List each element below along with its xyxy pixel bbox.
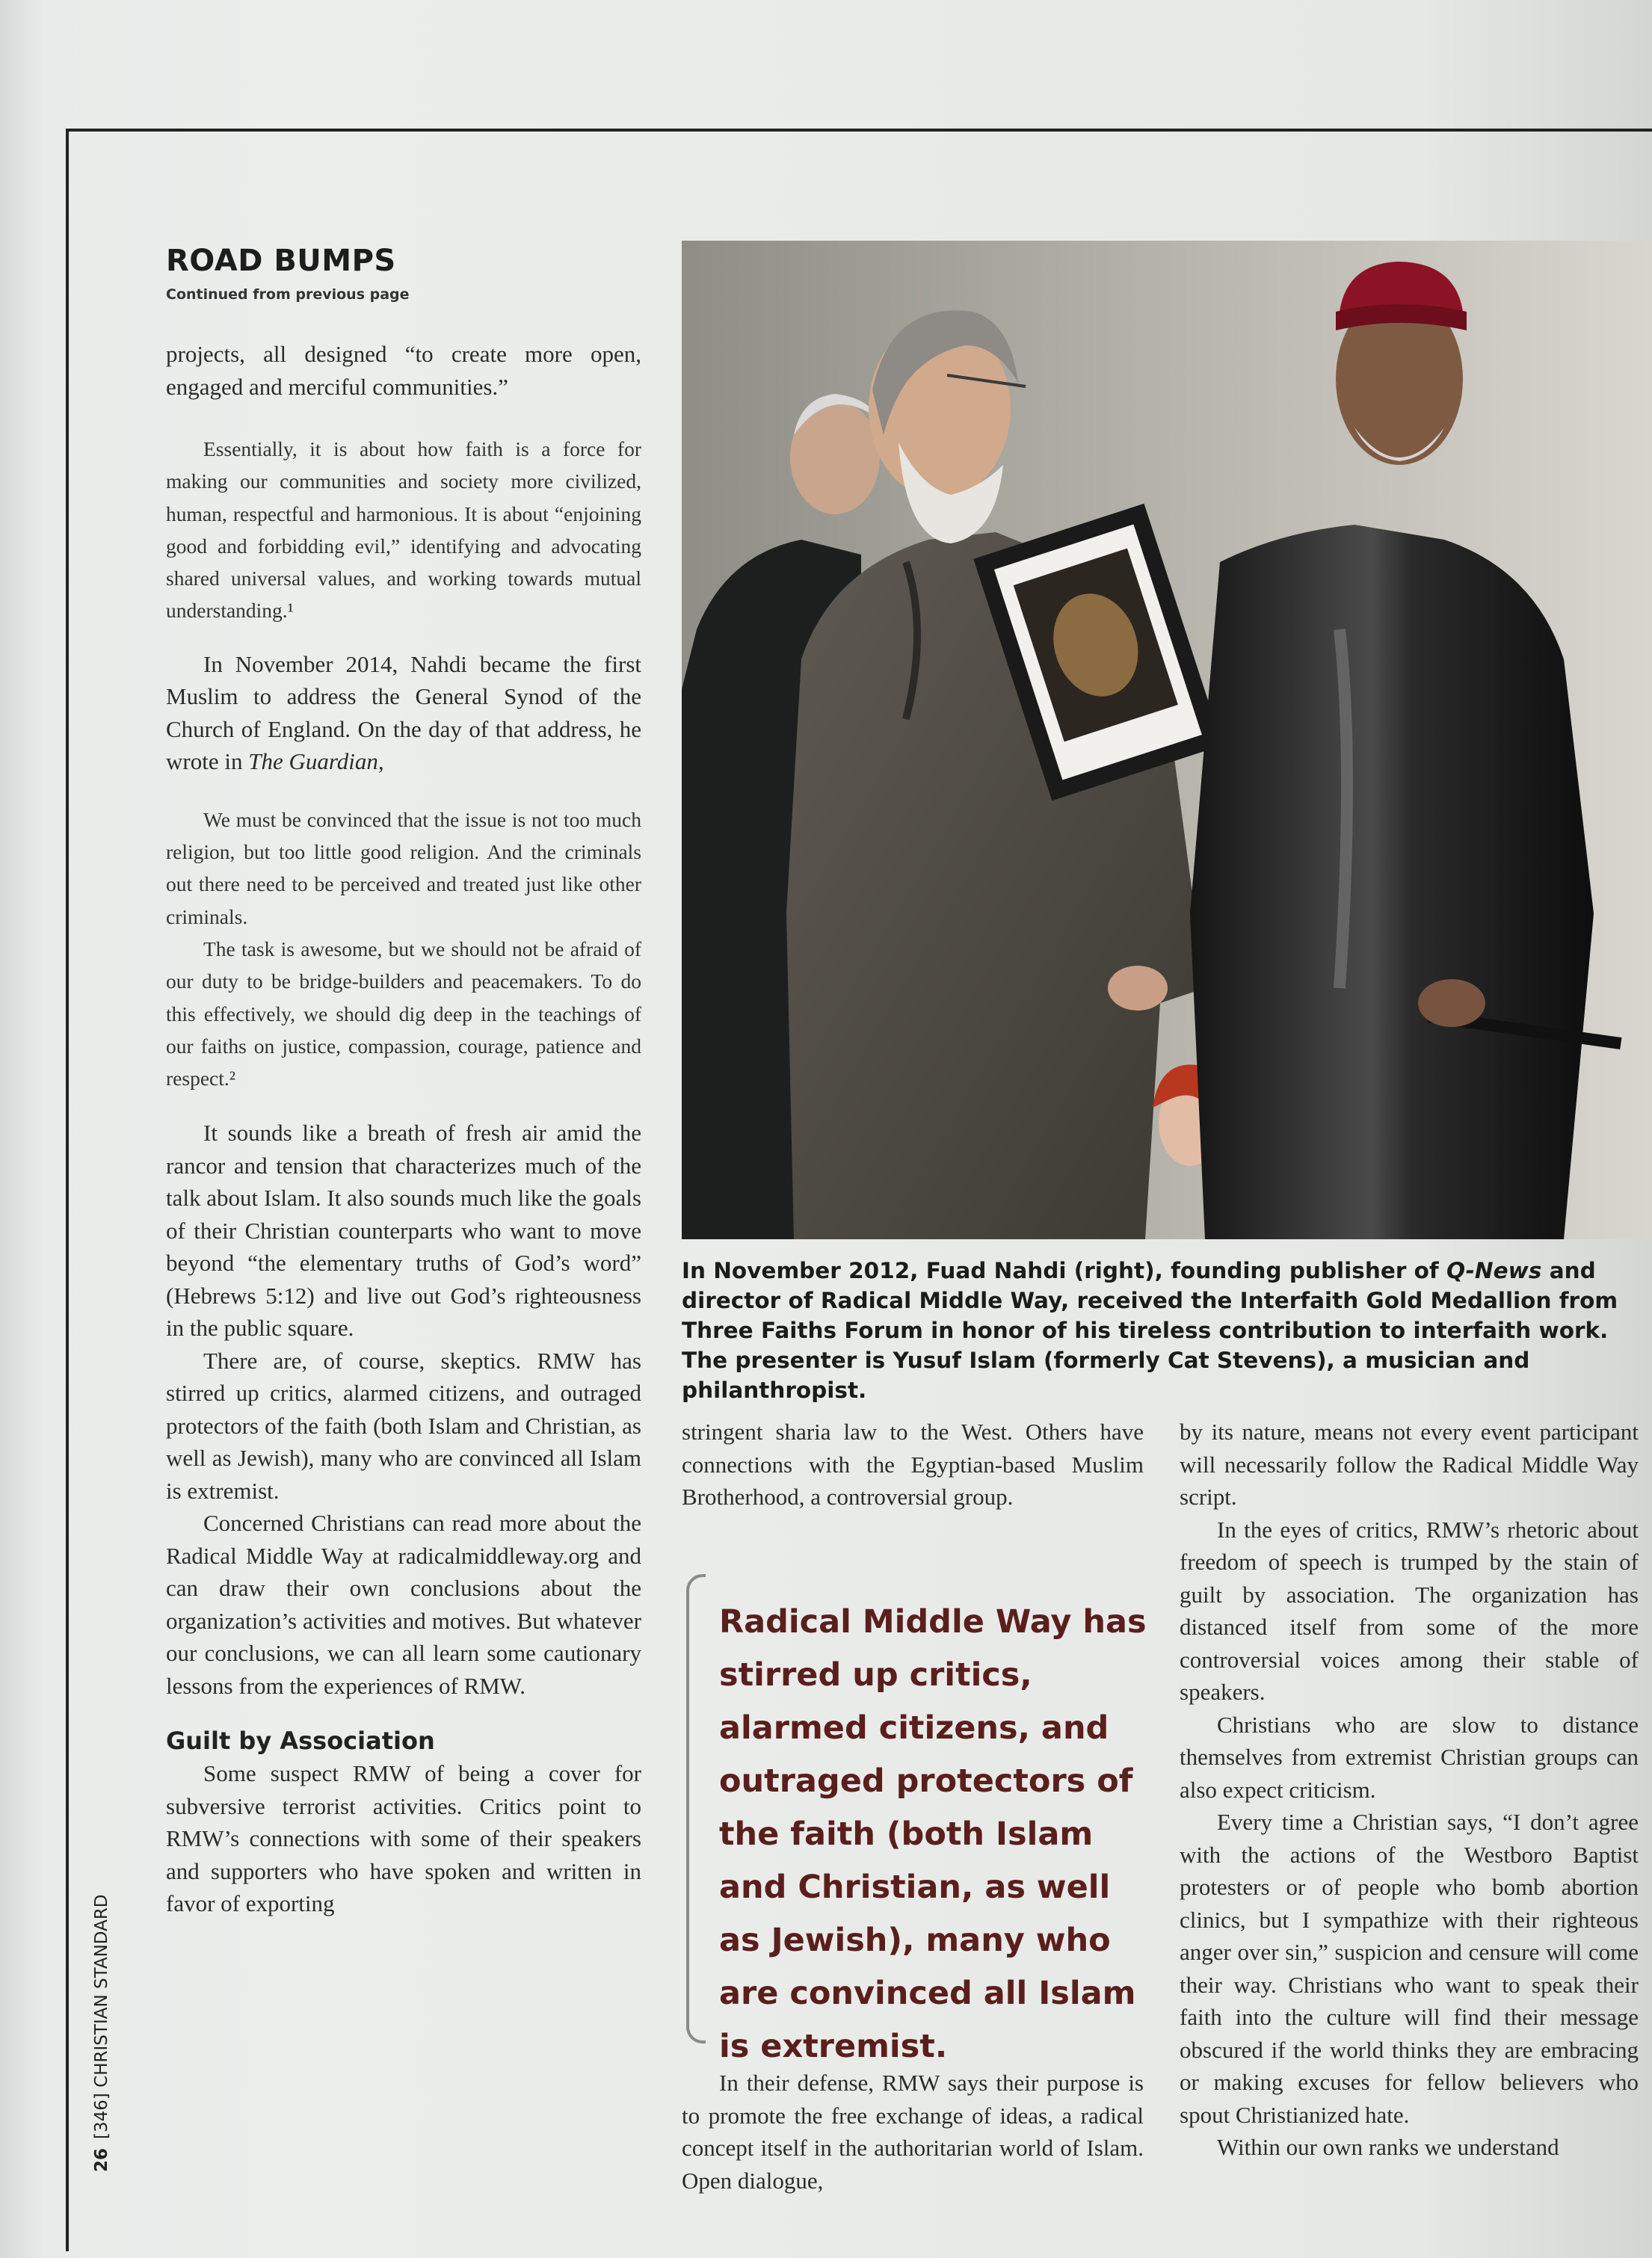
paragraph: In the eyes of critics, RMW’s rhetoric about freedom of speech is trumped by the stain of guilt by association. The organization has distanced itself from some of the more controversial voices among their stable of speakers. (1180, 1516, 1639, 1705)
paragraph: Concerned Christians can read more about the Radical Middle Way at radicalmiddleway.org and can draw their own conclusions about the organization’s activities and motives. But whatever our conclusions, we can all learn some cautionary lessons from the experiences of RMW. (166, 1510, 641, 1699)
paragraph: stringent sharia law to the West. Others have connections with the Egyptian-based Muslim Brotherhood, a controversial group. (682, 1419, 1144, 1510)
subhead: Guilt by Association (166, 1727, 435, 1756)
paragraph: Some suspect RMW of being a cover for subversive terrorist activities. Critics point to RMW’s connections with some of their speakers and supporters who have spoken and written in favor of exporting (166, 1760, 641, 1917)
paragraph (166, 648, 641, 778)
pull-quote-bracket (686, 1574, 706, 2043)
publication-name: The Guardian, (248, 748, 384, 775)
page-folio (87, 1894, 117, 2172)
paragraph: by its nature, means not every event participant will necessarily follow the Radical Middle Way script. (1180, 1419, 1639, 1510)
caption-text: In November 2012, Fuad Nahdi (right), founding publisher of (682, 1258, 1447, 1283)
event-photo (682, 241, 1652, 1239)
page-number: 26 (92, 2147, 111, 2172)
paragraph: projects, all designed “to create more open, engaged and merciful communities.” (166, 341, 641, 400)
column-1 (166, 338, 641, 1920)
folio-text: [346] CHRISTIAN STANDARD (92, 1894, 111, 2139)
caption-text: and director of Radical Middle Way, received the Interfaith Gold Medallion from Three Faiths Forum in honor of his tireless contribution to interfaith work. The presenter is Yusuf Islam (formerly Cat Stevens), a musician and philanthropist. (682, 1258, 1618, 1403)
block-quote-1 (166, 433, 641, 627)
paragraph: It sounds like a breath of fresh air amid the rancor and tension that characterizes much of the talk about Islam. It also sounds much like the goals of their Christian counterparts who want to move beyond “the elementary truths of God’s word” (Hebrews 5:12) and live out God’s righteousness in the public square. (166, 1120, 641, 1342)
continued-note: Continued from previous page (166, 286, 410, 303)
block-quote-2 (166, 803, 641, 1095)
paragraph: Every time a Christian says, “I don’t agree with the actions of the Westboro Baptist protesters or of people who bomb abortion clinics, but I sympathize with their righteous anger over sin,” suspicion and censure will come their way. Christians who want to speak their faith into the culture will find their message obscured if the world thinks they are embracing or making excuses for fellow believers who spout Christianized hate. (1180, 1809, 1639, 2128)
paragraph: There are, of course, skeptics. RMW has stirred up critics, alarmed citizens, and outraged protectors of the faith (both Islam and Christian, as well as Jewish), many who are convinced all Islam is extremist. (166, 1347, 641, 1504)
pull-quote: Radical Middle Way has stirred up critics, alarmed citizens, and outraged protectors of the faith (both Islam and Christian, as well as Jewish), many who are convinced all Islam is extremist. (719, 1603, 1147, 2065)
photo-illustration (682, 241, 1652, 1239)
paragraph: Christians who are slow to distance themselves from extremist Christian groups can also expect criticism. (1180, 1711, 1639, 1803)
column-2-continued (682, 2067, 1144, 2197)
block-quote-text: The task is awesome, but we should not be afraid of our duty to be bridge-builders and peacemakers. To do this effectively, we should dig deep in the teachings of our faiths on justice, compassion, courage, patience and respect.² (166, 937, 641, 1091)
caption-publication: Q-News (1446, 1258, 1542, 1283)
paragraph-text: In November 2014, Nahdi became the first Muslim to address the General Synod of the Church of England. On the day of that address, he wrote in (166, 650, 641, 775)
paragraph: In their defense, RMW says their purpose is to promote the free exchange of ideas, a radical concept itself in the authoritarian world of Islam. Open dialogue, (682, 2070, 1144, 2194)
section-title: ROAD BUMPS (166, 244, 396, 278)
column-3 (1180, 1416, 1639, 2164)
paragraph: Within our own ranks we understand (1217, 2134, 1559, 2160)
block-quote-text: We must be convinced that the issue is not too much religion, but too little good religion. And the criminals out there need to be perceived and treated just like other criminals. (166, 807, 641, 928)
column-2 (682, 1416, 1144, 1514)
block-quote-text: Essentially, it is about how faith is a force for making our communities and society more civilized, human, respectful and harmonious. It is about “enjoining good and forbidding evil,” identifying and advocating shared universal values, and working towards mutual understanding.¹ (166, 437, 641, 623)
photo-caption (682, 1256, 1646, 1405)
